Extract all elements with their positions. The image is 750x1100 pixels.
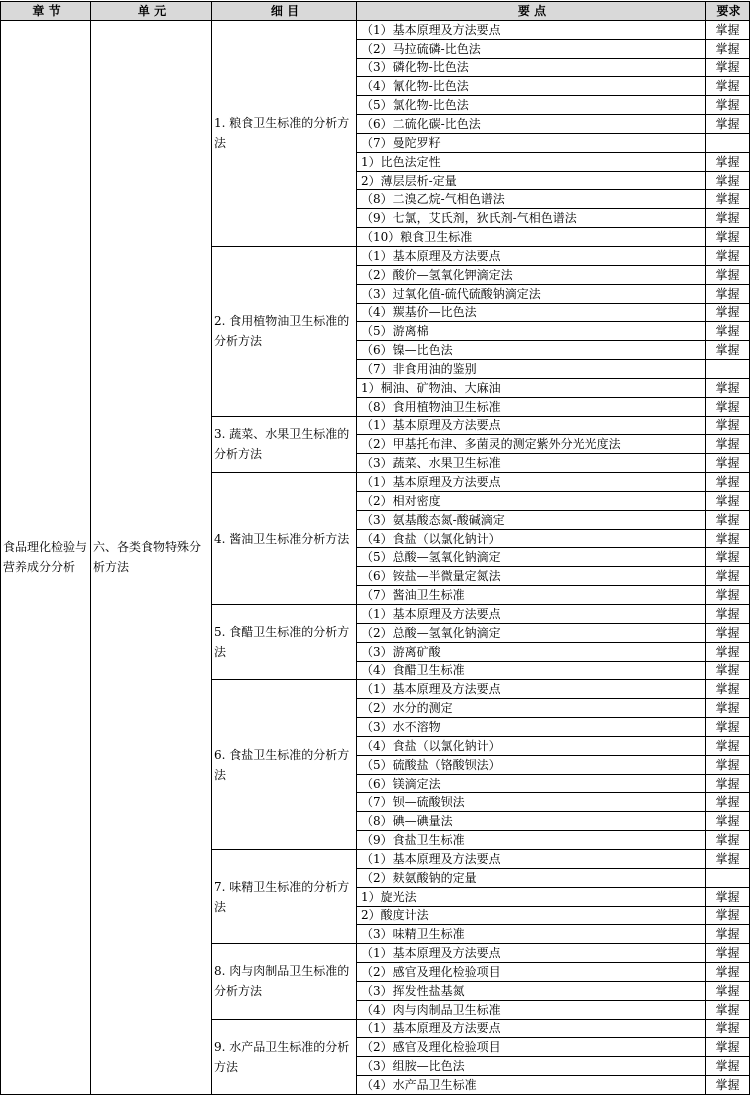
requirement-cell: 掌握: [706, 265, 750, 284]
point-cell: （6）铵盐—半微量定氮法: [357, 567, 706, 586]
header-point: 要 点: [357, 2, 706, 21]
requirement-cell: 掌握: [706, 849, 750, 868]
point-cell: （3）挥发性盐基氮: [357, 981, 706, 1000]
point-cell: （1）基本原理及方法要点: [357, 20, 706, 39]
point-cell: （1）基本原理及方法要点: [357, 246, 706, 265]
point-cell: （3）磷化物-比色法: [357, 58, 706, 77]
requirement-cell: 掌握: [706, 152, 750, 171]
requirement-cell: 掌握: [706, 944, 750, 963]
requirement-cell: [706, 868, 750, 887]
requirement-cell: 掌握: [706, 246, 750, 265]
requirement-cell: 掌握: [706, 623, 750, 642]
header-unit: 单 元: [91, 2, 212, 21]
header-requirement: 要求: [706, 2, 750, 21]
requirement-cell: 掌握: [706, 1000, 750, 1019]
requirement-cell: 掌握: [706, 963, 750, 982]
point-cell: （1）基本原理及方法要点: [357, 849, 706, 868]
requirement-cell: 掌握: [706, 171, 750, 190]
point-cell: （4）食醋卫生标准: [357, 661, 706, 680]
header-detail: 细 目: [212, 2, 357, 21]
requirement-cell: 掌握: [706, 341, 750, 360]
requirement-cell: 掌握: [706, 510, 750, 529]
requirement-cell: 掌握: [706, 661, 750, 680]
point-cell: （9）七氯，艾氏剂，狄氏剂-气相色谱法: [357, 209, 706, 228]
point-cell: （1）基本原理及方法要点: [357, 944, 706, 963]
point-cell: （1）基本原理及方法要点: [357, 680, 706, 699]
point-cell: （8）食用植物油卫生标准: [357, 397, 706, 416]
point-cell: （7）曼陀罗籽: [357, 133, 706, 152]
point-cell: （2）总酸—氢氧化钠滴定: [357, 623, 706, 642]
point-cell: 1）比色法定性: [357, 152, 706, 171]
point-cell: （2）甲基托布津、多菌灵的测定紫外分光光度法: [357, 435, 706, 454]
requirement-cell: 掌握: [706, 491, 750, 510]
requirement-cell: 掌握: [706, 831, 750, 850]
point-cell: （3）味精卫生标准: [357, 925, 706, 944]
point-cell: （1）基本原理及方法要点: [357, 605, 706, 624]
point-cell: （5）硫酸盐（铬酸钡法）: [357, 755, 706, 774]
point-cell: 1）桐油、矿物油、大麻油: [357, 378, 706, 397]
point-cell: （5）游离棉: [357, 322, 706, 341]
requirement-cell: 掌握: [706, 925, 750, 944]
requirement-cell: 掌握: [706, 981, 750, 1000]
requirement-cell: 掌握: [706, 812, 750, 831]
requirement-cell: 掌握: [706, 605, 750, 624]
point-cell: （8）碘—碘量法: [357, 812, 706, 831]
requirement-cell: 掌握: [706, 454, 750, 473]
point-cell: （7）钡—硫酸钡法: [357, 793, 706, 812]
point-cell: （4）食盐（以氯化钠计）: [357, 736, 706, 755]
point-cell: （4）肉与肉制品卫生标准: [357, 1000, 706, 1019]
requirement-cell: 掌握: [706, 642, 750, 661]
point-cell: （5）氯化物-比色法: [357, 96, 706, 115]
detail-cell: 7. 味精卫生标准的分析方法: [212, 849, 357, 943]
point-cell: （4）水产品卫生标准: [357, 1076, 706, 1095]
detail-cell: 2. 食用植物油卫生标准的分析方法: [212, 246, 357, 416]
point-cell: （3）游离矿酸: [357, 642, 706, 661]
requirement-cell: 掌握: [706, 39, 750, 58]
requirement-cell: 掌握: [706, 548, 750, 567]
requirement-cell: 掌握: [706, 736, 750, 755]
point-cell: （1）基本原理及方法要点: [357, 1019, 706, 1038]
requirement-cell: [706, 360, 750, 379]
requirement-cell: 掌握: [706, 906, 750, 925]
requirement-cell: 掌握: [706, 718, 750, 737]
point-cell: （4）食盐（以氯化钠计）: [357, 529, 706, 548]
point-cell: （2）麸氨酸钠的定量: [357, 868, 706, 887]
point-cell: （4）羰基价—比色法: [357, 303, 706, 322]
detail-cell: 4. 酱油卫生标准分析方法: [212, 473, 357, 605]
point-cell: （7）非食用油的鉴别: [357, 360, 706, 379]
requirement-cell: 掌握: [706, 435, 750, 454]
point-cell: （7）酱油卫生标准: [357, 586, 706, 605]
requirement-cell: 掌握: [706, 209, 750, 228]
point-cell: 2）酸度计法: [357, 906, 706, 925]
detail-cell: 6. 食盐卫生标准的分析方法: [212, 680, 357, 850]
point-cell: （4）氰化物-比色法: [357, 77, 706, 96]
requirement-cell: [706, 133, 750, 152]
requirement-cell: 掌握: [706, 1076, 750, 1095]
requirement-cell: 掌握: [706, 774, 750, 793]
requirement-cell: 掌握: [706, 1057, 750, 1076]
requirement-cell: 掌握: [706, 416, 750, 435]
requirement-cell: 掌握: [706, 529, 750, 548]
requirement-cell: 掌握: [706, 96, 750, 115]
requirement-cell: 掌握: [706, 755, 750, 774]
requirement-cell: 掌握: [706, 378, 750, 397]
point-cell: （6）镁滴定法: [357, 774, 706, 793]
requirement-cell: 掌握: [706, 190, 750, 209]
requirement-cell: 掌握: [706, 20, 750, 39]
detail-cell: 1. 粮食卫生标准的分析方法: [212, 20, 357, 246]
chapter-cell: 食品理化检验与营养成分分析: [1, 20, 91, 1094]
header-row: [1, 2, 750, 21]
unit-cell: 六、各类食物特殊分析方法: [91, 20, 212, 1094]
point-cell: （6）镍—比色法: [357, 341, 706, 360]
point-cell: （3）过氧化值-硫代硫酸钠滴定法: [357, 284, 706, 303]
requirement-cell: 掌握: [706, 680, 750, 699]
point-cell: （10）粮食卫生标准: [357, 228, 706, 247]
requirement-cell: 掌握: [706, 303, 750, 322]
detail-cell: 8. 肉与肉制品卫生标准的分析方法: [212, 944, 357, 1019]
point-cell: （5）总酸—氢氧化钠滴定: [357, 548, 706, 567]
point-cell: 1）旋光法: [357, 887, 706, 906]
requirement-cell: 掌握: [706, 58, 750, 77]
requirement-cell: 掌握: [706, 322, 750, 341]
point-cell: （8）二溴乙烷-气相色谱法: [357, 190, 706, 209]
point-cell: （3）蔬菜、水果卫生标准: [357, 454, 706, 473]
requirement-cell: 掌握: [706, 397, 750, 416]
point-cell: 2）薄层层析-定量: [357, 171, 706, 190]
point-cell: （2）感官及理化检验项目: [357, 963, 706, 982]
requirement-cell: 掌握: [706, 284, 750, 303]
requirement-cell: 掌握: [706, 115, 750, 134]
requirement-cell: 掌握: [706, 699, 750, 718]
requirement-cell: 掌握: [706, 567, 750, 586]
requirement-cell: 掌握: [706, 586, 750, 605]
requirement-cell: 掌握: [706, 793, 750, 812]
point-cell: （6）二硫化碳-比色法: [357, 115, 706, 134]
point-cell: （2）水分的测定: [357, 699, 706, 718]
detail-cell: 3. 蔬菜、水果卫生标准的分析方法: [212, 416, 357, 473]
point-cell: （2）感官及理化检验项目: [357, 1038, 706, 1057]
requirement-cell: 掌握: [706, 1019, 750, 1038]
point-cell: （3）氨基酸态氮-酸碱滴定: [357, 510, 706, 529]
syllabus-table: [0, 1, 750, 1095]
point-cell: （2）马拉硫磷-比色法: [357, 39, 706, 58]
requirement-cell: 掌握: [706, 77, 750, 96]
point-cell: （1）基本原理及方法要点: [357, 416, 706, 435]
point-cell: （2）酸价—氢氧化钾滴定法: [357, 265, 706, 284]
detail-cell: 9. 水产品卫生标准的分析方法: [212, 1019, 357, 1094]
requirement-cell: 掌握: [706, 473, 750, 492]
header-chapter: 章 节: [1, 2, 91, 21]
point-cell: （3）组胺—比色法: [357, 1057, 706, 1076]
point-cell: （3）水不溶物: [357, 718, 706, 737]
point-cell: （9）食盐卫生标准: [357, 831, 706, 850]
requirement-cell: 掌握: [706, 228, 750, 247]
point-cell: （2）相对密度: [357, 491, 706, 510]
requirement-cell: 掌握: [706, 1038, 750, 1057]
requirement-cell: 掌握: [706, 887, 750, 906]
table-body: [1, 20, 750, 1094]
detail-cell: 5. 食醋卫生标准的分析方法: [212, 605, 357, 680]
point-cell: （1）基本原理及方法要点: [357, 473, 706, 492]
table-row: [1, 20, 750, 39]
